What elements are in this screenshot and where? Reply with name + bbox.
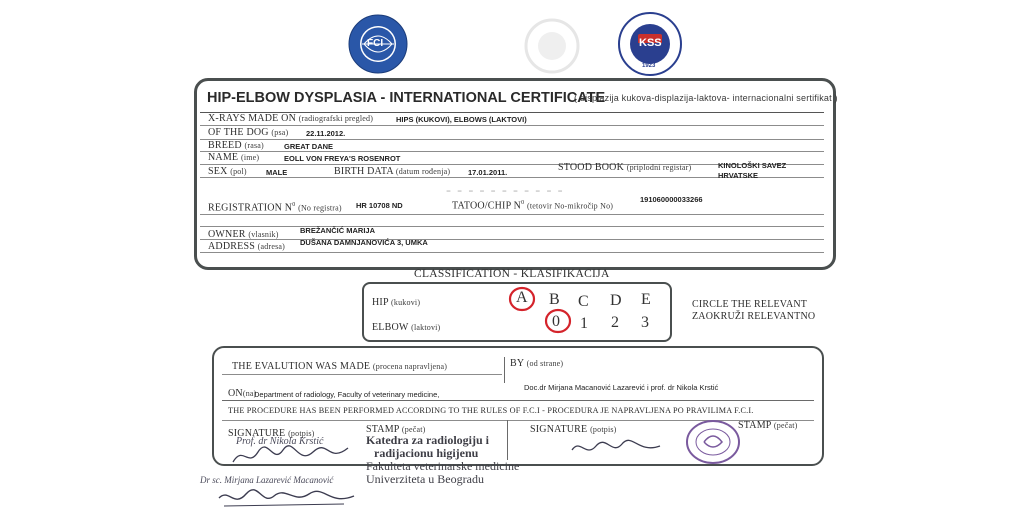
faint-watermark-emblem xyxy=(524,18,580,74)
hip-grade-c[interactable]: C xyxy=(578,293,589,310)
elbow-grade-0[interactable]: 0 xyxy=(552,313,560,330)
tatoo-value: 191060000033266 xyxy=(640,195,703,204)
xrays-value: HIPS (KUKOVI), ELBOWS (LAKTOVI) xyxy=(396,115,527,124)
birth-value: 17.01.2011. xyxy=(468,168,508,177)
hip-selection-circle xyxy=(508,286,536,312)
evaluation-by-value: Doc.dr Mirjana Macanović Lazarević i prof. dr Nikola Krstić xyxy=(524,383,719,392)
evaluation-by-label: BY (od strane) xyxy=(510,358,564,369)
hip-grade-a[interactable]: A xyxy=(516,289,528,306)
doctor-name-1: Prof. dr Nikola Krstić xyxy=(236,436,324,447)
name-value: EOLL VON FREYA'S ROSENROT xyxy=(284,154,401,163)
elbow-label: ELBOW (laktovi) xyxy=(372,322,441,333)
certificate-title: HIP-ELBOW DYSPLASIA - INTERNATIONAL CERTIFICATE xyxy=(207,90,606,106)
circle-relevant-label: CIRCLE THE RELEVANT xyxy=(692,299,808,310)
owner-label: OWNER (vlasnik) xyxy=(208,229,279,240)
elbow-grade-2[interactable]: 2 xyxy=(611,314,619,331)
elbow-selection-circle xyxy=(544,308,572,334)
registration-label: REGISTRATION $N^0$ (No registra) xyxy=(208,202,342,214)
hip-grade-d[interactable]: D xyxy=(610,292,622,309)
kss-logo-year: 1923 xyxy=(642,63,656,69)
kss-logo-text: KSS xyxy=(639,37,662,49)
stamp-label-right: STAMP (pečat) xyxy=(738,420,798,431)
breed-value: GREAT DANE xyxy=(284,142,334,151)
evaluation-on-value: Department of radiology, Faculty of veterinary medicine, xyxy=(254,390,440,399)
doctor-name-2: Dr sc. Mirjana Lazarević Macanović xyxy=(200,475,334,485)
name-label: NAME (ime) xyxy=(208,152,260,163)
round-stamp xyxy=(684,418,742,466)
sex-label: SEX (pol) xyxy=(208,166,247,177)
hip-grade-b[interactable]: B xyxy=(549,291,560,308)
elbow-grade-1[interactable]: 1 xyxy=(580,315,588,332)
hip-label: HIP (kukovi) xyxy=(372,297,421,308)
evaluation-made-label: THE EVALUTION WAS MADE (procena napravljena) xyxy=(232,361,448,372)
signature-label-left: SIGNATURE (potpis) xyxy=(228,428,315,439)
stamp-line-1: Katedra za radiologiju i xyxy=(366,433,489,447)
signature-scribble-right xyxy=(568,436,668,460)
certificate-title-sub: ( displazija kukova-displazija-laktova- internacionalni sertifikat ) xyxy=(574,93,838,103)
circle-relevant-sub: ZAOKRUŽI RELEVANTNO xyxy=(692,311,816,322)
hip-grade-e[interactable]: E xyxy=(641,291,651,308)
elbow-grade-3[interactable]: 3 xyxy=(641,314,649,331)
stood-label: STOOD BOOK (priplodni registar) xyxy=(558,162,692,173)
stood-value-2: HRVATSKE xyxy=(718,171,759,180)
stamp-label-left: STAMP (pečat) xyxy=(366,424,426,435)
registration-value: HR 10708 ND xyxy=(356,201,403,210)
stamp-line-2: radijacionu higijenu xyxy=(374,446,479,460)
birth-label: BIRTH DATA (datum rođenja) xyxy=(334,166,451,177)
signature-scribble-left xyxy=(228,440,358,470)
signature-label-right: SIGNATURE (potpis) xyxy=(530,424,617,435)
xrays-label: X-RAYS MADE ON (radiografski pregled) xyxy=(208,113,374,124)
stamp-line-3: Fakulteta veterinarske medicine xyxy=(366,459,520,473)
address-label: ADDRESS (adresa) xyxy=(208,241,286,252)
ofdog-value: 22.11.2012. xyxy=(306,129,346,138)
address-value: DUŠANA DAMNJANOVIĆA 3, UMKA xyxy=(300,238,428,247)
signature-scribble-bottom xyxy=(214,484,364,512)
stood-value-1: KINOLOŠKI SAVEZ xyxy=(718,161,787,170)
evaluation-on-label: ON(na) xyxy=(228,388,257,399)
tatoo-label: TATOO/CHIP $N^0$ (tetovir No-mikročip No) xyxy=(452,200,614,212)
fci-logo xyxy=(348,14,408,74)
watermark-text: - - - - - - - - - - - xyxy=(446,182,564,199)
breed-label: BREED (rasa) xyxy=(208,140,264,151)
ofdog-label: OF THE DOG (psa) xyxy=(208,127,289,138)
fci-logo-text: FCI xyxy=(367,38,384,49)
department-stamp xyxy=(366,434,519,486)
kss-logo xyxy=(618,12,682,76)
procedure-text: THE PROCEDURE HAS BEEN PERFORMED ACCORDING TO THE RULES OF F.C.I - PROCEDURA JE NAPRAVLJENA PO PRAVILIMA F.C.I. xyxy=(228,406,754,415)
sex-value: MALE xyxy=(266,168,288,177)
classification-title: CLASSIFICATION - KLASIFIKACIJA xyxy=(414,268,610,280)
owner-value: BREŽANČIĆ MARIJA xyxy=(300,226,375,235)
stamp-line-4: Univerziteta u Beogradu xyxy=(366,472,484,486)
